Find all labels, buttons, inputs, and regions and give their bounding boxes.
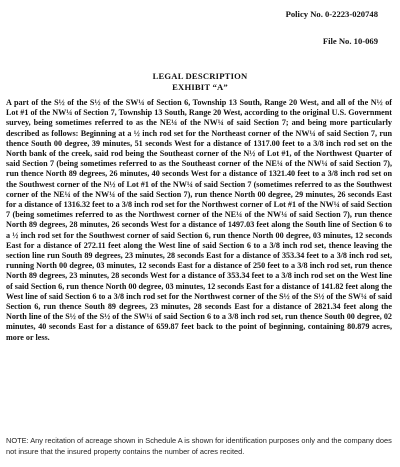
document-title: LEGAL DESCRIPTION [152, 71, 248, 81]
exhibit-label: EXHIBIT “A” [172, 82, 228, 92]
legal-description-text: A part of the S½ of the S½ of the SW¼ of Section 6, Township 13 South, Range 20 West, and all of the N½ of Lot #1 of the NW¼ of Section 7, Township 13 South, Range 20 West, according to the original U.S. Government survey, being sometimes referred to as the NE¼ of the NW¼ of said Section 7; and being more particularly described as follows: Beginning at a ½ inch rod set for the Northeast corner of the NW¼ of said Section 7, run thence South 00 degree, 39 minutes, 51 seconds West for a distance of 1317.00 feet to a 3/8 inch rod set on the North bank of the creek, said rod being the Southeast corner of the N½ of Lot #1, of the Northwest Quarter of said Section 7 (being sometimes referred to as the Southeast corner of the NE¼ of the NW¼ of said Section 7), run thence North 89 degrees, 26 minutes, 40 seconds West for a distance of 1321.40 feet to a 3/8 inch rod set on the Southwest corner of the N½ of Lot #1 of the NW¼ of said Section 7 (sometimes referred to as the Southwest corner of the NE¼ of the NW¼ of the said Section 7), run thence North 00 degree, 29 minutes, 26 seconds East for a distance of 1316.32 feet to a 3/8 inch rod set for the Northwest corner of Lot #1 of the NW¼ of said Section 7 (being sometimes referred to as the Northwest corner of the NE¼ of the NW¼ of said Section 7), run thence North 89 degrees, 28 minutes, 26 seconds West for a distance of 1497.03 feet along the South line of Section 6 to a ½ inch rod set for the Southwest corner of said Section 6, run thence North 00 degree, 03 minutes, 12 seconds East for a distance of 272.11 feet along the West line of said Section 6 to a 3/8 inch rod set, thence leaving the section line run South 89 degrees, 23 minutes, 28 seconds East for a distance of 353.34 feet to a 3/8 inch rod set, running North 00 degree, 03 minutes, 12 seconds East for a distance of 250 feet to a 3/8 inch rod set, run thence North 89 degrees, 23 minutes, 28 seconds West for a distance of 353.34 feet to a 3/8 inch rod set on the West line of said Section 6, run thence North 00 degree, 03 minutes, 12 seconds East for a distance of 141.82 feet along the West line of said Section 6 to a 3/8 inch rod set for the Northwest corner of the S½ of the S½ of the SW¼ of said Section 6, run thence South 89 degrees, 23 minutes, 28 seconds East for a distance of 2821.34 feet along the North line of the S½ of the S½ of the SW¼ of said Section 6 to a 3/8 inch rod set, run thence South 00 degree, 02 minutes, 40 seconds East for a distance of 659.87 feet back to the point of beginning, containing 80.879 acres, more or less. [6, 98, 392, 342]
acreage-note: NOTE: Any recitation of acreage shown in Schedule A is shown for identification purposes only and the company does not insure that the insured property contains the number of acres recited. [6, 436, 392, 456]
file-number: File No. 10-069 [322, 36, 378, 46]
policy-number: Policy No. 0-2223-020748 [285, 9, 378, 19]
